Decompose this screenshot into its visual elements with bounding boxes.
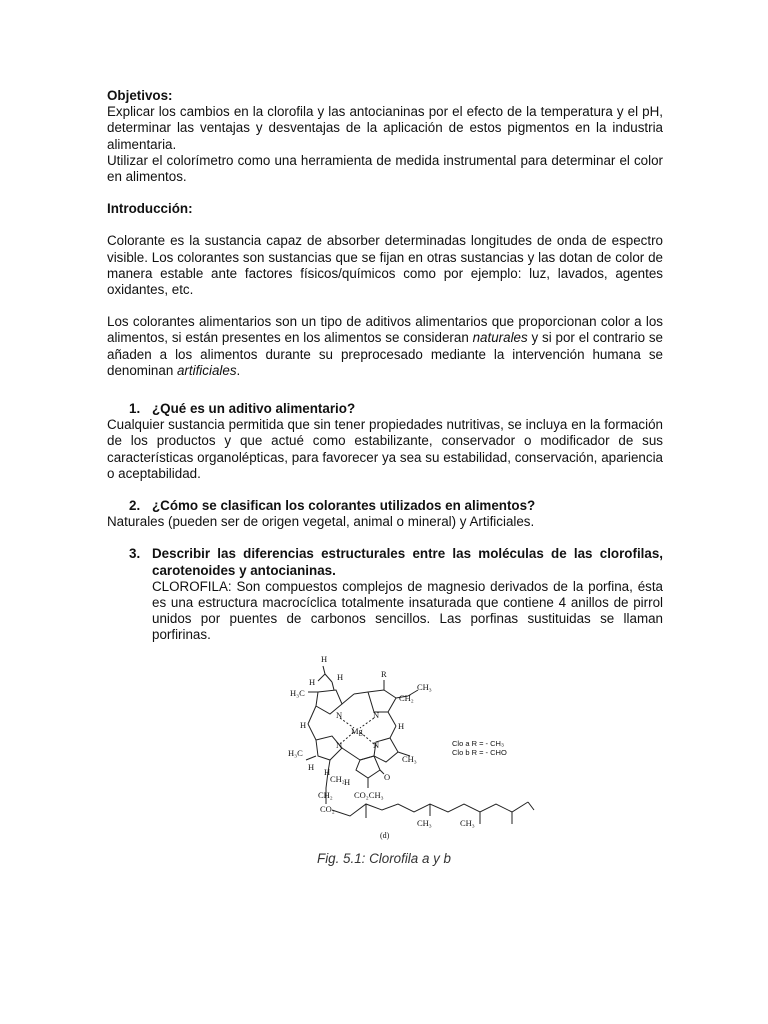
question-3-title: 3. Describir las diferencias estructurales entre las moléculas de las clorofilas, carotenoides y antocianinas. — [129, 546, 663, 578]
atom-co2ch3: CO₂CH₃ — [354, 790, 384, 800]
question-1-title: 1. ¿Qué es un aditivo alimentario? — [129, 401, 356, 417]
atom-o: O — [384, 772, 391, 782]
atom-h3c-top: H₃C — [290, 688, 305, 698]
atom-co2: CO₂ — [320, 804, 335, 814]
atom-ch3-chain-2: CH₃ — [460, 818, 475, 828]
atom-ch2-top: CH₂ — [399, 693, 414, 703]
atom-h-left: H — [300, 720, 307, 730]
question-2-title: 2. ¿Cómo se clasifican los colorantes utilizados en alimentos? — [129, 498, 536, 514]
atom-n-3: N — [336, 740, 343, 750]
atom-ch3-chain-1: CH₃ — [417, 818, 432, 828]
objetivos-paragraph-1: Explicar los cambios en la clorofila y las antocianinas por el efecto de la temperatura y el pH, determinar las ventajas y desventajas de la aplicación de estos pigmentos en la industria alimentaria. — [107, 104, 663, 152]
atom-ch3-right: CH₃ — [402, 754, 417, 764]
atom-h-vinyl-2: H — [337, 672, 344, 682]
figure-caption: Fig. 5.1: Clorofila a y b — [317, 851, 451, 866]
introduccion-heading: Introducción: — [107, 201, 193, 217]
atom-ch2-bottom-2: CH₂ — [318, 790, 333, 800]
legend-clo-b: Clo b R = - CHO — [452, 748, 507, 757]
atom-r: R — [381, 669, 387, 679]
question-3-answer: CLOROFILA: Son compuestos complejos de magnesio derivados de la porfina, ésta es una estructura macrocíclica totalmente insaturada que contiene 4 anillos de pirrol unidos por puentes de carbonos sencillos. Las porfinas sustituidas se llaman porfirinas. — [152, 578, 663, 643]
atom-n-1: N — [336, 710, 343, 720]
question-2-answer: Naturales (pueden ser de origen vegetal, animal o mineral) y Artificiales. — [107, 514, 535, 530]
atom-ch2-bottom-1: CH₂ — [330, 774, 345, 784]
document-body — [107, 88, 663, 644]
atom-n-4: N — [373, 740, 380, 750]
atom-h-bottom: H — [308, 762, 315, 772]
legend-clo-a: Clo a R = - CH₃ — [452, 739, 505, 748]
introduccion-paragraph-1: Colorante es la sustancia capaz de absorber determinadas longitudes de onda de espectro visible. Los colorantes son sustancias que se fijan en otras sustancias y las dotan de color de manera estable ante factores físicos/químicos como por ejemplo: luz, lavados, agentes oxidantes, etc. — [107, 233, 663, 298]
figure-label-d: (d) — [380, 831, 390, 840]
introduccion-paragraph-2: Los colorantes alimentarios son un tipo de aditivos alimentarios que proporcionan color a los alimentos, si están presentes en los alimentos se consideran naturales y si por el contrario se añaden a los alimentos durante su preprocesado mediante la intervención humana se denominan artificiales. — [107, 314, 663, 378]
atom-h-vinyl: H — [309, 677, 316, 687]
atom-h-bottom-2: H — [324, 767, 331, 777]
atom-ch3-top: CH₃ — [417, 682, 432, 692]
term-naturales: naturales — [472, 330, 528, 346]
term-artificiales: artificiales — [176, 362, 237, 378]
chlorophyll-structure-drawing — [280, 652, 540, 842]
objetivos-heading: Objetivos: — [107, 88, 173, 103]
atom-mg: Mg — [351, 726, 363, 736]
atom-n-2: N — [373, 710, 380, 720]
objetivos-paragraph-2: Utilizar el colorímetro como una herramienta de medida instrumental para determinar el color en alimentos. — [107, 152, 663, 185]
chlorophyll-structure-figure — [280, 652, 540, 842]
question-1-answer: Cualquier sustancia permitida que sin tener propiedades nutritivas, se incluya en la formación de los productos y que actué como estabilizante, conservador o modificador de sus características organolépticas, para favorecer ya sea su estabilidad, conservación, apariencia o aceptabilidad. — [107, 417, 663, 481]
atom-h-top: H — [321, 654, 328, 664]
atom-h-ring-e: H — [344, 777, 351, 787]
atom-h-right: H — [398, 721, 405, 731]
atom-h3c-bottom: H₃C — [288, 748, 303, 758]
